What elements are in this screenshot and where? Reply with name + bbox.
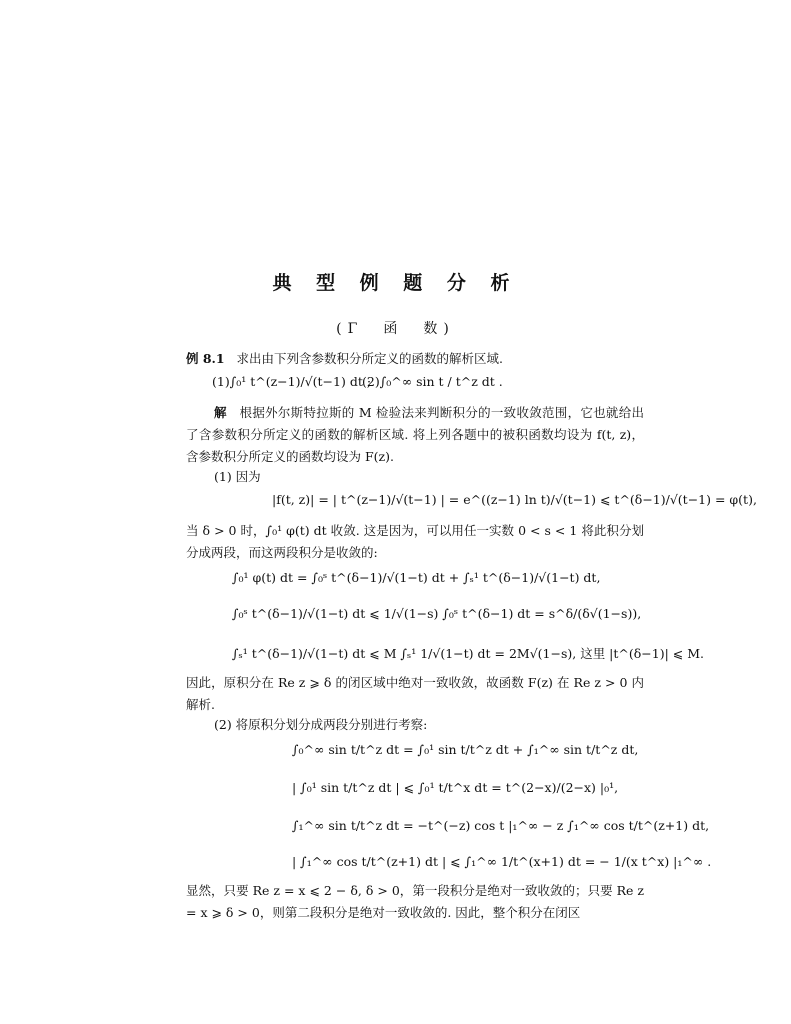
solution-text: 根据外尔斯特拉斯的 M 检验法来判断积分的一致收敛范围，它也就给出了含参数积分所定义的函数的解析区域. 将上列各题中的被积函数均设为 f(t, z)，含参数积分所定义的函数均设为 F(z).: [186, 405, 644, 464]
example-item-2: (2)∫₀^∞ sin t / t^z dt .: [362, 374, 503, 389]
part1-eq2: ∫₀¹ φ(t) dt = ∫₀ˢ t^(δ−1)/√(1−t) dt + ∫ₛ¹ t^(δ−1)/√(1−t) dt,: [232, 570, 601, 585]
solution-label: 解: [214, 405, 227, 420]
example-statement: [186, 348, 644, 370]
section-subtitle: (Γ 函 数): [336, 321, 455, 337]
part2-conclusion: 显然，只要 Re z = x ⩽ 2 − δ, δ > 0，第一段积分是绝对一致收敛的；只要 Re z = x ⩾ δ > 0，则第二段积分是绝对一致收敛的. 因此，整个积分在闭区: [186, 883, 644, 920]
example-text: 求出由下列含参数积分所定义的函数的解析区域.: [236, 351, 504, 366]
solution-paragraph: [186, 402, 644, 468]
part1-conclusion: 因此，原积分在 Re z ⩾ δ 的闭区域中绝对一致收敛，故函数 F(z) 在 Re z > 0 内解析.: [186, 675, 644, 712]
part1-eq1: |f(t, z)| = | t^(z−1)/√(t−1) | = e^((z−1) ln t)/√(t−1) ⩽ t^(δ−1)/√(t−1) = φ(t),: [272, 492, 757, 507]
part2-eq1: ∫₀^∞ sin t/t^z dt = ∫₀¹ sin t/t^z dt + ∫₁^∞ sin t/t^z dt,: [292, 742, 639, 757]
example-label: 例 8.1: [186, 351, 225, 366]
part2-eq3: ∫₁^∞ sin t/t^z dt = −t^(−z) cos t |₁^∞ − z ∫₁^∞ cos t/t^(z+1) dt,: [292, 818, 710, 833]
example-item-1: (1)∫₀¹ t^(z−1)/√(t−1) dt ;: [212, 374, 372, 389]
page-title: 典 型 例 题 分 析: [272, 272, 519, 294]
part1-eq3: ∫₀ˢ t^(δ−1)/√(1−t) dt ⩽ 1/√(1−s) ∫₀ˢ t^(δ−1) dt = s^δ/(δ√(1−s)),: [232, 606, 642, 621]
part2-eq2: | ∫₀¹ sin t/t^z dt | ⩽ ∫₀¹ t/t^x dt = t^(2−x)/(2−x) |₀¹,: [292, 780, 619, 795]
part1-text: 当 δ > 0 时，∫₀¹ φ(t) dt 收敛. 这是因为，可以用任一实数 0 < s < 1 将此积分划分成两段，而这两段积分是收敛的:: [186, 523, 644, 560]
part1-eq4: ∫ₛ¹ t^(δ−1)/√(1−t) dt ⩽ M ∫ₛ¹ 1/√(1−t) dt = 2M√(1−s), 这里 |t^(δ−1)| ⩽ M.: [232, 646, 704, 661]
part1-intro: (1) 因为: [214, 469, 261, 484]
part2-eq4: | ∫₁^∞ cos t/t^(z+1) dt | ⩽ ∫₁^∞ 1/t^(x+1) dt = − 1/(x t^x) |₁^∞ .: [292, 854, 712, 869]
part2-intro: (2) 将原积分划分成两段分别进行考察:: [214, 717, 428, 732]
